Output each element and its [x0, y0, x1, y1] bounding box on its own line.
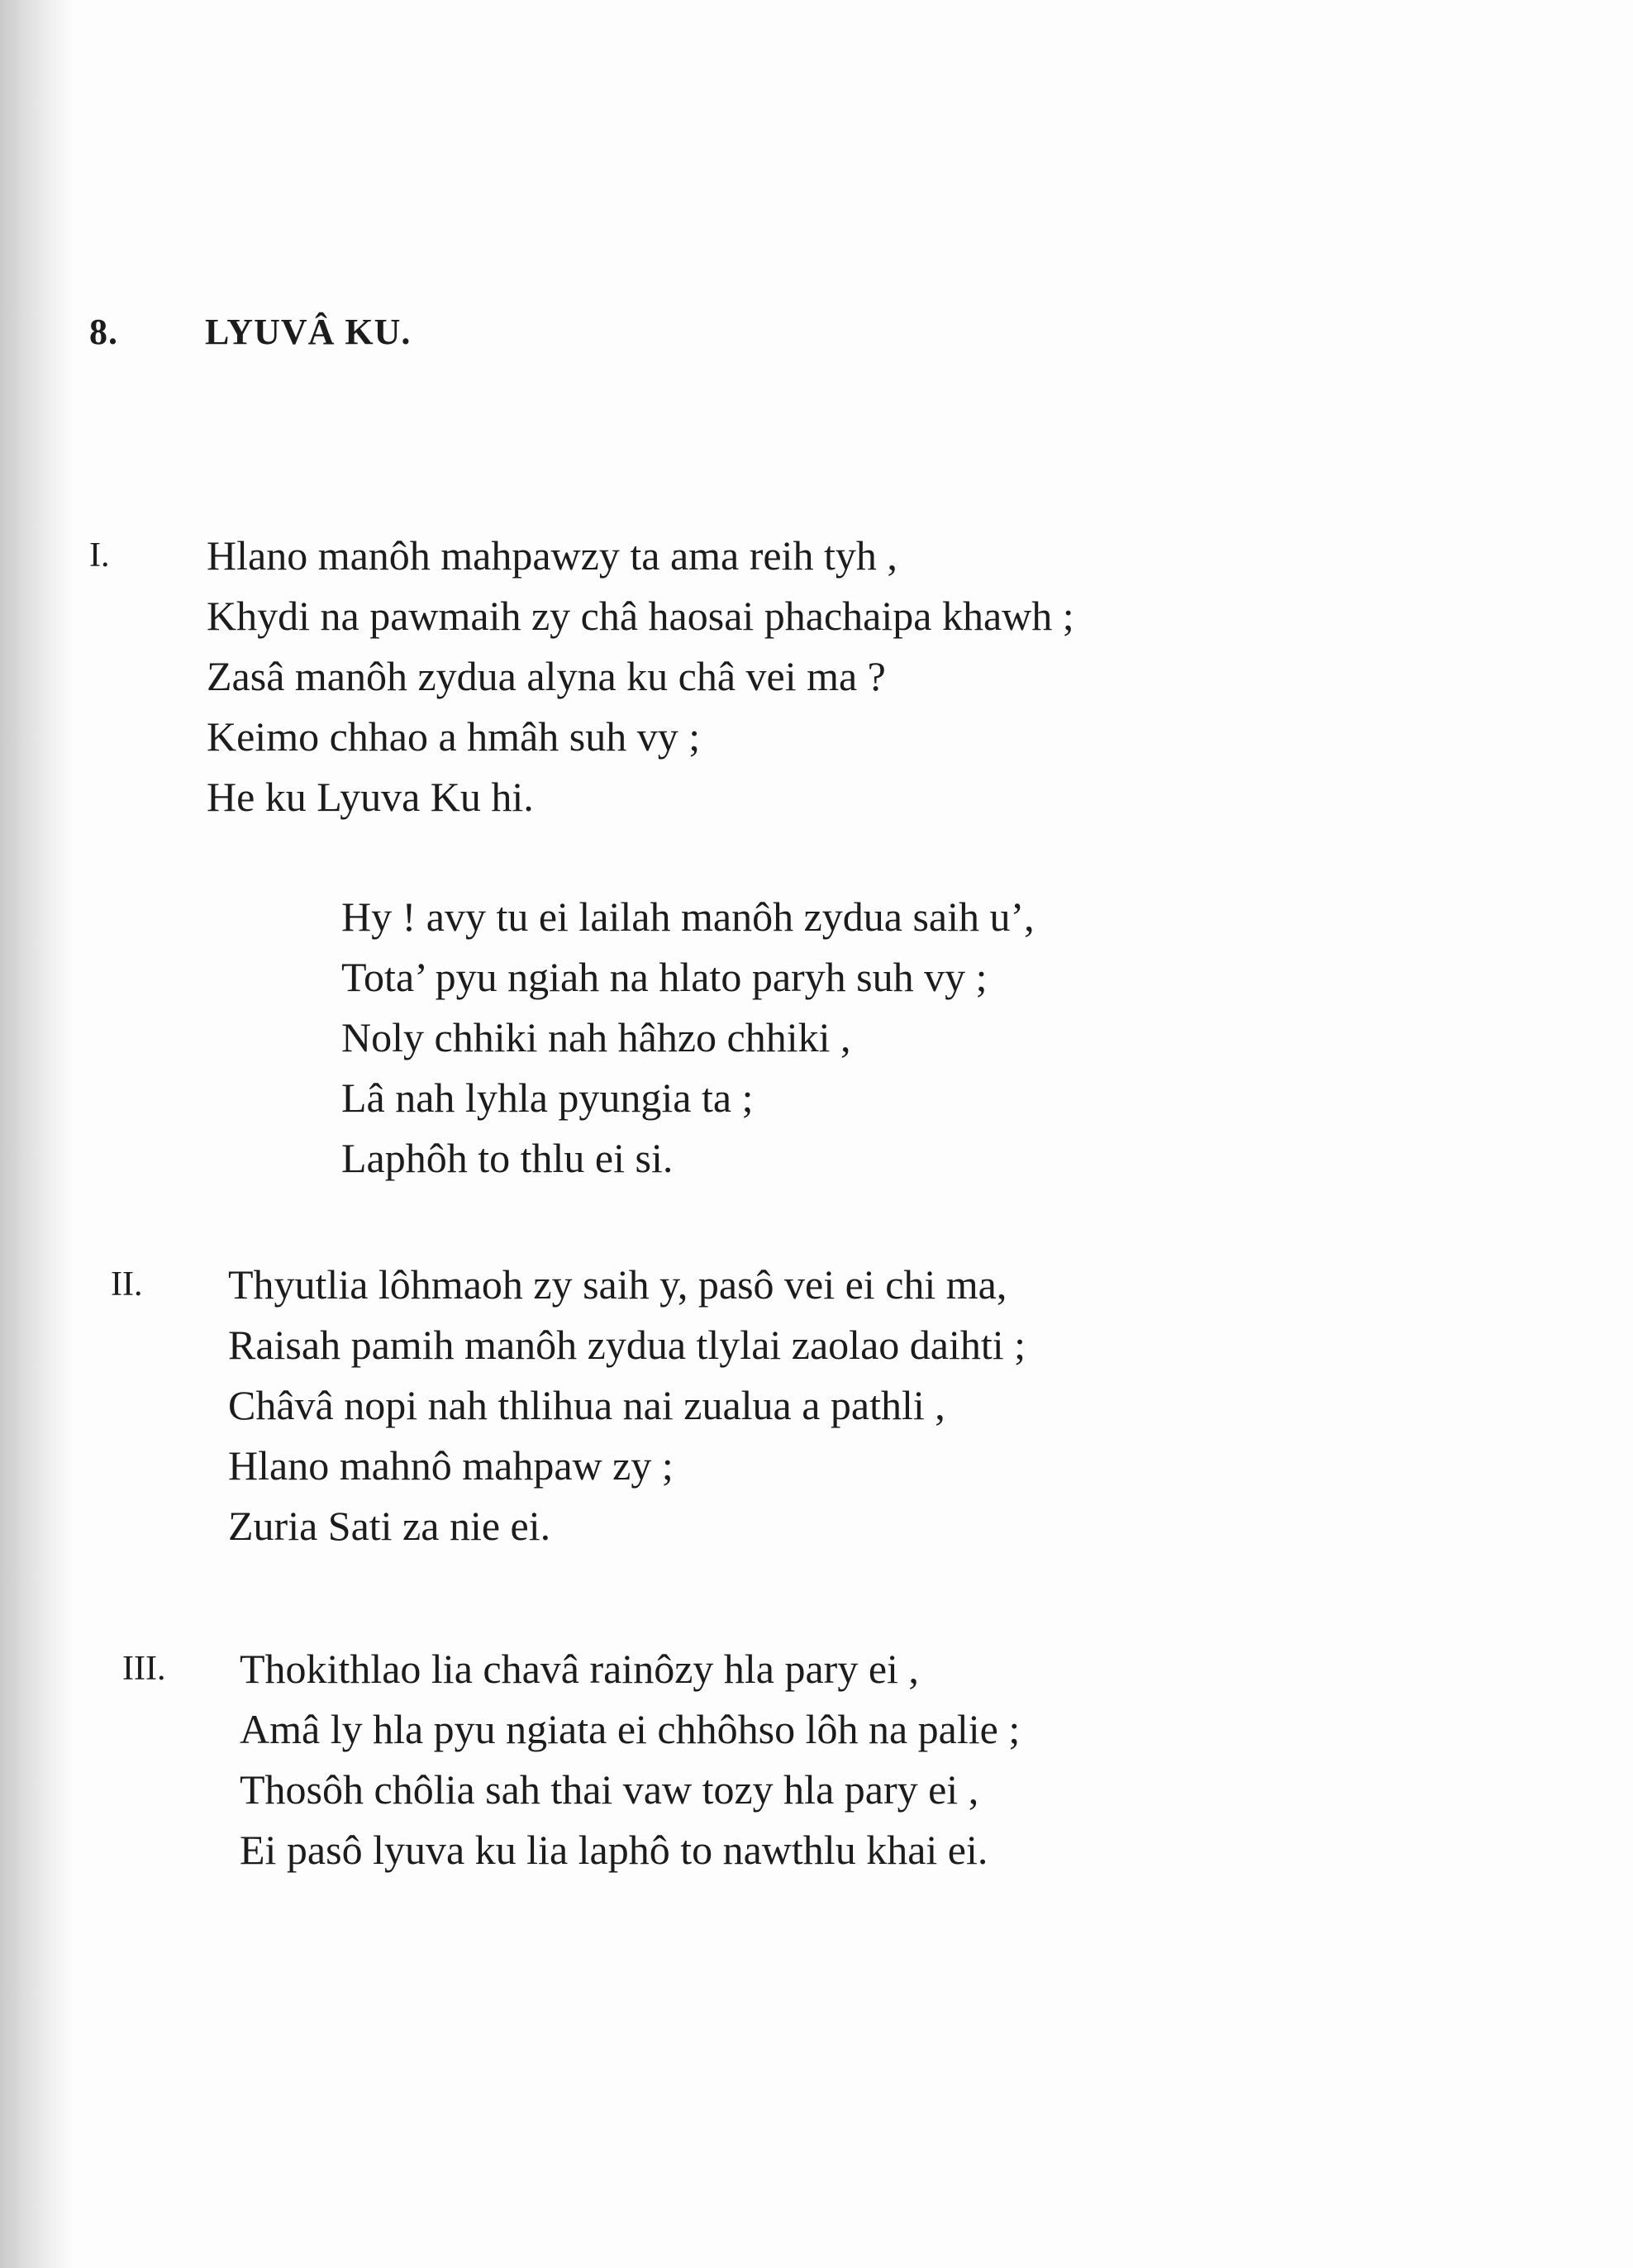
song-title: LYUVÂ KU. — [205, 312, 412, 352]
verse-line: Hlano mahnô mahpaw zy ; — [228, 1442, 674, 1489]
verse-line: Châvâ nopi nah thlihua nai zualua a pathli , — [228, 1382, 945, 1428]
verse-line: Zuria Sati za nie ei. — [228, 1503, 551, 1549]
stanza-label: II. — [111, 1265, 143, 1303]
stanza-label: I. — [89, 536, 110, 574]
song-number: 8. — [89, 312, 118, 352]
verse-line: Keimo chhao a hmâh suh vy ; — [207, 713, 701, 760]
verse-line: Thokithlao lia chavâ rainôzy hla pary ei , — [240, 1646, 919, 1692]
verse-line: Zasâ manôh zydua alyna ku châ vei ma ? — [207, 653, 886, 699]
verse-line: Ei pasô lyuva ku lia laphô to nawthlu khai ei. — [240, 1827, 988, 1873]
verse-line: Thosôh chôlia sah thai vaw tozy hla pary ei , — [240, 1766, 979, 1813]
page-binding-edge — [0, 0, 74, 2268]
stanza-3 — [122, 1639, 1021, 1880]
verse-line: Noly chhiki nah hâhzo chhiki , — [341, 1014, 851, 1060]
verse-line: Raisah pamih manôh zydua tlylai zaolao daihti ; — [228, 1322, 1026, 1368]
stanza-2 — [111, 1255, 1026, 1556]
verse-line: Khydi na pawmaih zy châ haosai phachaipa khawh ; — [207, 593, 1074, 639]
verse-line: Thyutlia lôhmaoh zy saih y, pasô vei ei chi ma, — [228, 1261, 1007, 1308]
verse-line: Tota’ pyu ngiah na hlato paryh suh vy ; — [341, 954, 988, 1000]
verse-line: He ku Lyuva Ku hi. — [207, 774, 534, 820]
verse-line: Hy ! avy tu ei lailah manôh zydua saih u’, — [341, 893, 1035, 940]
verse-line: Lâ nah lyhla pyungia ta ; — [341, 1074, 754, 1121]
stanza-1 — [89, 526, 1074, 827]
verse-line: Amâ ly hla pyu ngiata ei chhôhso lôh na palie ; — [240, 1706, 1021, 1752]
stanza-label: III. — [122, 1650, 166, 1688]
verse-line: Laphôh to thlu ei si. — [341, 1135, 674, 1181]
verse-line: Hlano manôh mahpawzy ta ama reih tyh , — [207, 532, 897, 579]
stanza-refrain — [341, 887, 1035, 1189]
